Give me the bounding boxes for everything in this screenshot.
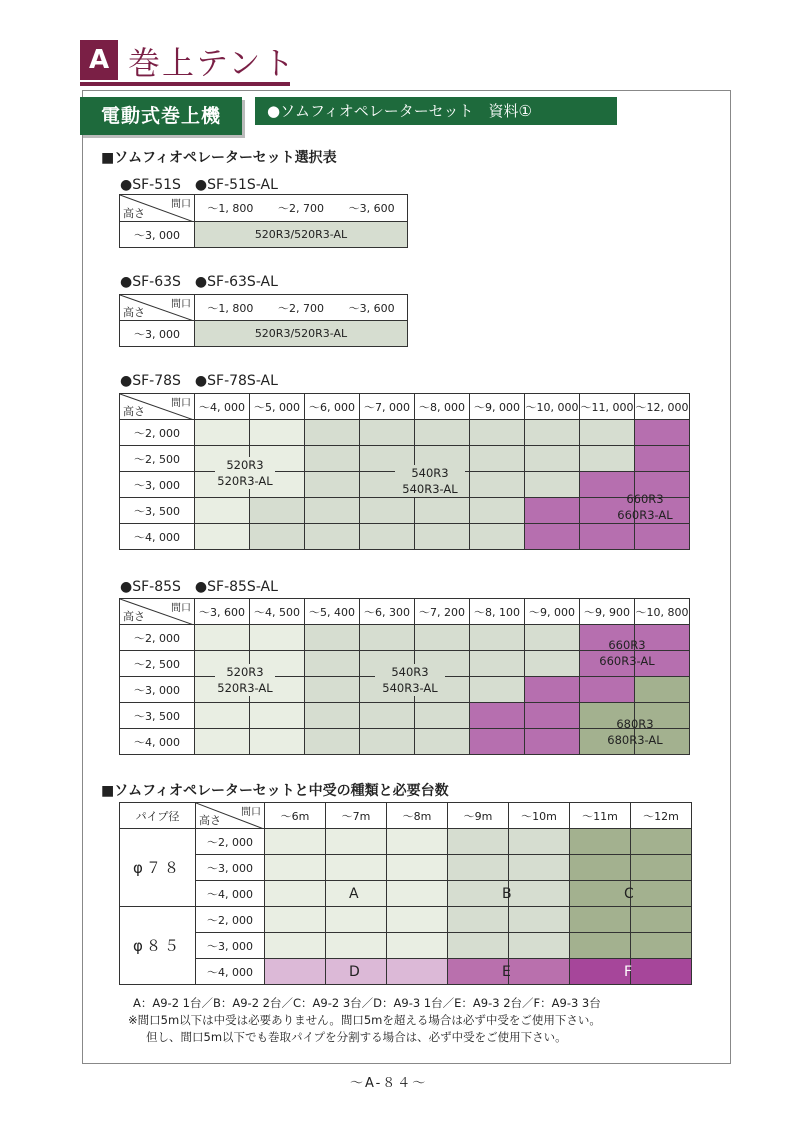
row-header: ～2, 500	[120, 651, 195, 677]
row-header: ～3, 000	[120, 677, 195, 703]
col-header: ～5, 000	[250, 394, 305, 420]
col-header: ～3, 600	[195, 599, 250, 625]
row-header: ～3, 000	[120, 222, 195, 248]
region-label: 660R3 660R3-AL	[617, 492, 673, 522]
row-header: ～4, 000	[196, 881, 265, 907]
row-header: ～4, 000	[120, 729, 195, 755]
col-header: ～10, 800	[635, 599, 690, 625]
col-header: ～6, 000	[305, 394, 360, 420]
table-corner: 間口 高さ	[196, 803, 265, 829]
table-corner: 間口 高さ	[120, 195, 195, 222]
category-label: A	[349, 886, 359, 902]
col-header: ～10m	[509, 803, 570, 829]
region-label: 540R3 540R3-AL	[395, 465, 465, 497]
region-label: 540R3 540R3-AL	[375, 664, 445, 696]
pipe-diameter: φ７８	[120, 829, 196, 907]
col-header: ～7m	[326, 803, 387, 829]
col-header: ～9m	[448, 803, 509, 829]
col-header: ～9, 000	[525, 599, 580, 625]
category-label: B	[502, 886, 512, 902]
row-header: ～3, 000	[196, 933, 265, 959]
col-header: ～9, 000	[470, 394, 525, 420]
row-header: ～2, 000	[120, 420, 195, 446]
col-header: ～12, 000	[635, 394, 690, 420]
col-header: ～8m	[387, 803, 448, 829]
page-number: ～A-８４～	[350, 1076, 428, 1091]
model-cell: 520R3/520R3-AL	[195, 222, 408, 248]
sf63-table	[119, 294, 408, 347]
category-label: C	[624, 886, 634, 902]
sf51-models: ●SF-51S ●SF-51S-AL	[120, 177, 278, 193]
category-label: E	[502, 964, 511, 980]
table-corner: 間口 高さ	[120, 295, 195, 321]
col-header: ～10, 000	[525, 394, 580, 420]
row-header: ～4, 000	[196, 959, 265, 985]
col-header: ～7, 200	[415, 599, 470, 625]
selection-heading: ■ソムフィオペレーターセット選択表	[101, 150, 337, 166]
row-header: ～3, 000	[196, 855, 265, 881]
section-letter: A	[80, 40, 118, 80]
sf85-models: ●SF-85S ●SF-85S-AL	[120, 579, 278, 595]
region-label: 660R3 660R3-AL	[599, 638, 655, 668]
col-header: ～3, 600	[336, 195, 407, 222]
col-header: ～11, 000	[580, 394, 635, 420]
col-header: ～2, 700	[266, 295, 336, 321]
col-header: ～1, 800	[195, 195, 266, 222]
col-header: ～4, 500	[250, 599, 305, 625]
col-header: ～11m	[570, 803, 631, 829]
footnote: 但し、間口5m以下でも巻取パイプを分割する場合は、必ず中受をご使用下さい。	[146, 1030, 567, 1044]
section-title: 巻上テント	[128, 44, 297, 82]
row-header: ～3, 000	[120, 321, 195, 347]
col-header: ～4, 000	[195, 394, 250, 420]
col-header: ～6m	[265, 803, 326, 829]
col-header: ～8, 000	[415, 394, 470, 420]
table-corner: 間口 高さ	[120, 394, 195, 420]
row-header: ～2, 000	[196, 829, 265, 855]
col-header: ～9, 900	[580, 599, 635, 625]
col-header: ～3, 600	[336, 295, 407, 321]
row-header: ～3, 000	[120, 472, 195, 498]
row-header: ～2, 000	[120, 625, 195, 651]
support-table	[119, 802, 692, 985]
region-label: 520R3 520R3-AL	[215, 664, 275, 696]
category-label: F	[624, 964, 633, 980]
support-heading: ■ソムフィオペレーターセットと中受の種類と必要台数	[101, 783, 449, 799]
region-label: 680R3 680R3-AL	[607, 717, 663, 747]
col-header: ～2, 700	[266, 195, 336, 222]
col-header: ～6, 300	[360, 599, 415, 625]
category-label: D	[349, 964, 360, 980]
row-header: ～3, 500	[120, 703, 195, 729]
sf78-models: ●SF-78S ●SF-78S-AL	[120, 373, 278, 389]
model-cell: 520R3/520R3-AL	[195, 321, 408, 347]
pipe-header: パイプ径	[120, 803, 196, 829]
col-header: ～8, 100	[470, 599, 525, 625]
legend-note: A：A9-2 1台／B：A9-2 2台／C：A9-2 3台／D：A9-3 1台／E：A9-3 2台／F：A9-3 3台	[133, 996, 601, 1010]
title-underline	[80, 82, 290, 86]
region-label: 520R3 520R3-AL	[215, 457, 275, 489]
pipe-diameter: φ８５	[120, 907, 196, 985]
row-header: ～2, 500	[120, 446, 195, 472]
footnote: ※間口5m以下は中受は必要ありません。間口5mを超える場合は必ず中受をご使用下さい。	[128, 1013, 601, 1027]
col-header: ～12m	[631, 803, 692, 829]
group-title: 電動式巻上機	[80, 97, 242, 135]
row-header: ～4, 000	[120, 524, 195, 550]
sf51-table	[119, 194, 408, 248]
row-header: ～2, 000	[196, 907, 265, 933]
sf63-models: ●SF-63S ●SF-63S-AL	[120, 274, 278, 290]
col-header: ～1, 800	[195, 295, 266, 321]
col-header: ～5, 400	[305, 599, 360, 625]
col-header: ～7, 000	[360, 394, 415, 420]
table-corner: 間口 高さ	[120, 599, 195, 625]
group-subtitle: ●ソムフィオペレーターセット 資料①	[255, 97, 617, 125]
row-header: ～3, 500	[120, 498, 195, 524]
